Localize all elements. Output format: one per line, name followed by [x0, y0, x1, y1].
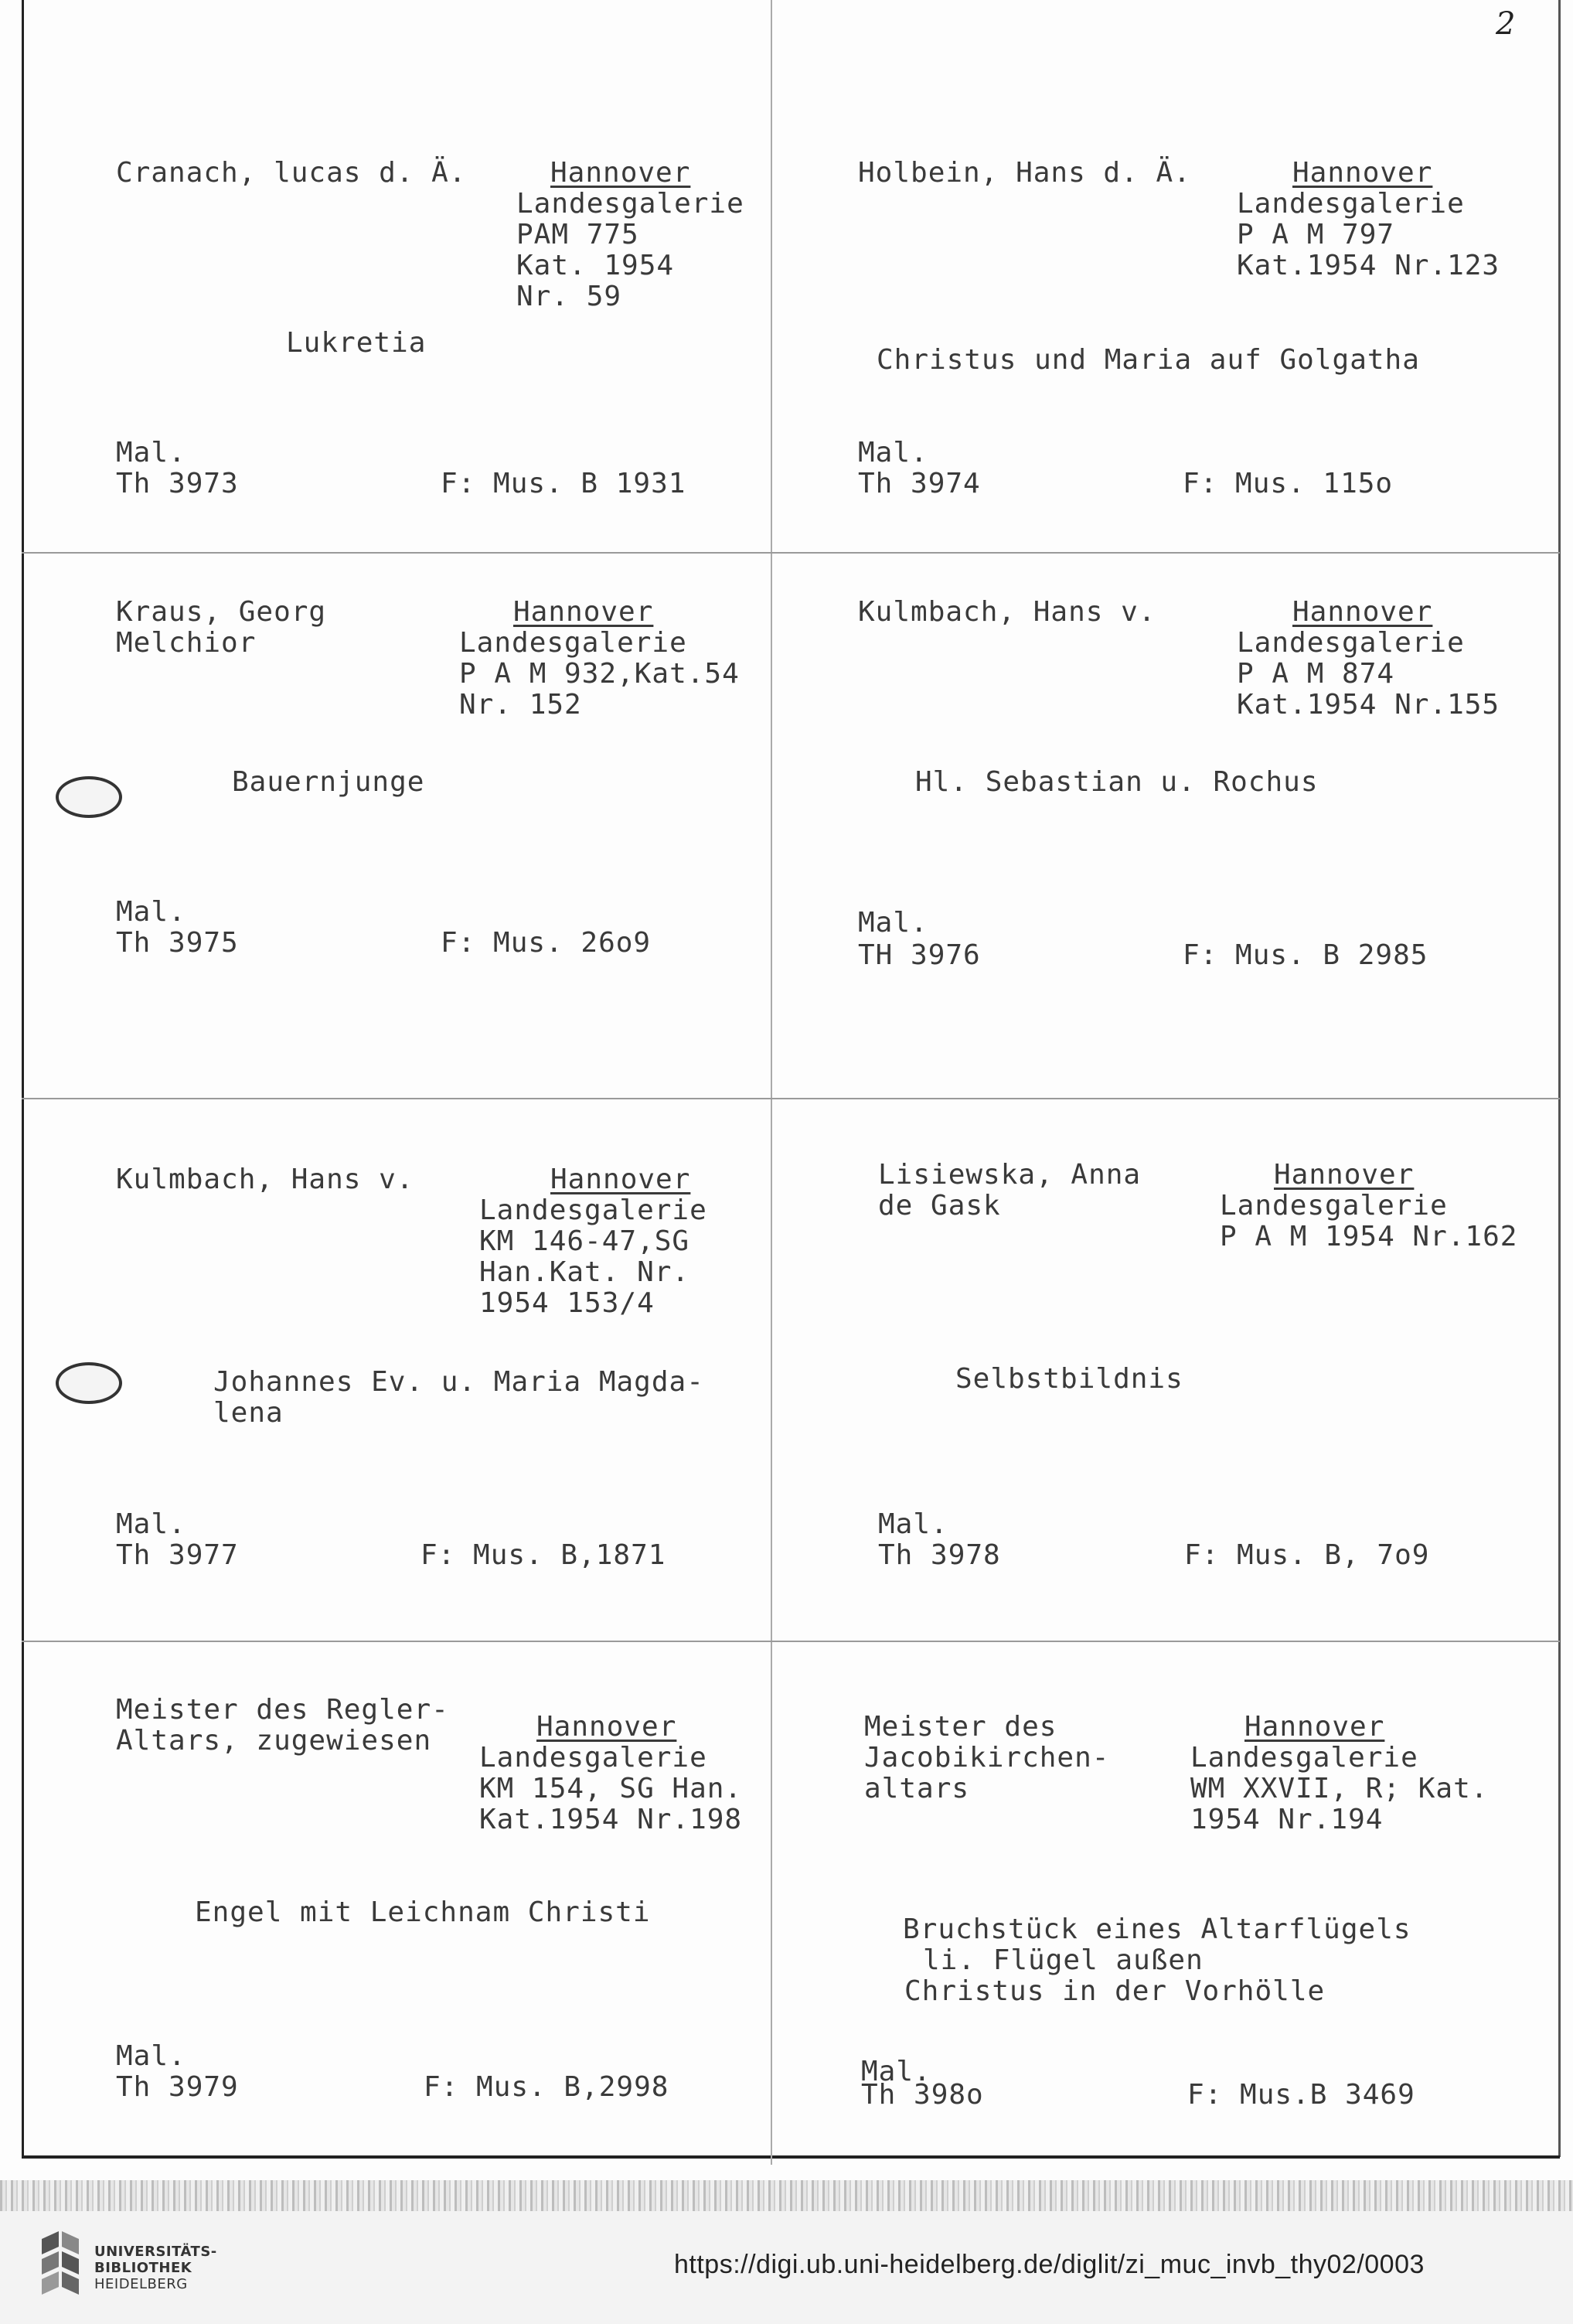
- library-name-line: HEIDELBERG: [94, 2276, 188, 2292]
- card-frame-right: [1558, 0, 1561, 2157]
- card-category: Mal.: [116, 2040, 186, 2072]
- card-location: Hannover: [1274, 1159, 1415, 1191]
- card-detail: KM 146-47,SG: [479, 1225, 690, 1257]
- card-category: Mal.: [878, 1508, 948, 1540]
- card-artist: Jacobikirchen-: [864, 1742, 1110, 1774]
- card-detail: P A M 874: [1237, 658, 1395, 690]
- viewer-footer: [0, 2211, 1573, 2324]
- card-photo-ref: F: Mus. 26o9: [441, 927, 652, 959]
- card-location: Hannover: [550, 1164, 691, 1195]
- card-inventory: TH 3976: [858, 939, 981, 971]
- card-artist: Holbein, Hans d. Ä.: [858, 157, 1191, 189]
- library-name-line: BIBLIOTHEK: [94, 2260, 192, 2276]
- card-title: lena: [213, 1397, 284, 1429]
- card-photo-ref: F: Mus. B 2985: [1183, 939, 1428, 971]
- row-divider: [22, 552, 1560, 554]
- card-inventory: Th 3977: [116, 1539, 239, 1571]
- card-inventory: Th 3974: [858, 468, 981, 499]
- card-photo-ref: F: Mus. 115o: [1183, 468, 1394, 499]
- punch-hole: [56, 1362, 122, 1404]
- card-category: Mal.: [116, 1508, 186, 1540]
- card-artist: Kraus, Georg: [116, 596, 327, 628]
- column-divider: [771, 0, 772, 2165]
- card-detail: Kat. 1954: [516, 250, 675, 281]
- card-detail: Kat.1954 Nr.123: [1237, 250, 1500, 281]
- card-detail: Kat.1954 Nr.155: [1237, 689, 1500, 721]
- card-title: Bruchstück eines Altarflügels: [903, 1913, 1411, 1945]
- card-detail: KM 154, SG Han.: [479, 1773, 743, 1804]
- card-title: Christus und Maria auf Golgatha: [877, 344, 1420, 376]
- row-divider: [22, 1098, 1560, 1099]
- card-frame-bottom: [22, 2155, 1560, 2159]
- card-inventory: Th 3973: [116, 468, 239, 499]
- card-photo-ref: F: Mus. B,1871: [420, 1539, 666, 1571]
- card-category: Mal.: [858, 437, 928, 469]
- card-title: Engel mit Leichnam Christi: [195, 1896, 651, 1928]
- card-title: Hl. Sebastian u. Rochus: [915, 766, 1319, 798]
- card-detail: 1954 153/4: [479, 1287, 655, 1319]
- card-detail: PAM 775: [516, 219, 639, 250]
- card-photo-ref: F: Mus. B 1931: [441, 468, 686, 499]
- card-artist: Melchior: [116, 627, 257, 659]
- card-inventory: Th 3978: [878, 1539, 1001, 1571]
- library-name-line: UNIVERSITÄTS-: [94, 2244, 217, 2260]
- card-artist: de Gask: [878, 1190, 1001, 1222]
- card-detail: Nr. 59: [516, 281, 622, 312]
- card-title: Bauernjunge: [232, 766, 425, 798]
- card-detail: P A M 1954 Nr.162: [1220, 1221, 1518, 1252]
- card-inventory: Th 3979: [116, 2071, 239, 2103]
- card-detail: Landesgalerie: [459, 627, 687, 659]
- card-detail: Landesgalerie: [1237, 627, 1465, 659]
- card-frame-left: [22, 0, 24, 2157]
- card-photo-ref: F: Mus.B 3469: [1187, 2079, 1415, 2111]
- card-detail: Landesgalerie: [479, 1742, 707, 1774]
- card-category: Mal.: [858, 907, 928, 939]
- card-category: Mal.: [116, 896, 186, 928]
- card-title: li. Flügel außen: [923, 1944, 1204, 1976]
- card-artist: Altars, zugewiesen: [116, 1725, 432, 1757]
- card-title: Selbstbildnis: [955, 1363, 1183, 1395]
- page-number: 2: [1496, 6, 1516, 42]
- card-inventory: Th 398o: [861, 2079, 984, 2111]
- card-title: Lukretia: [286, 327, 427, 359]
- card-inventory: Th 3975: [116, 927, 239, 959]
- card-detail: 1954 Nr.194: [1190, 1804, 1384, 1835]
- card-location: Hannover: [1292, 157, 1433, 189]
- card-photo-ref: F: Mus. B,2998: [424, 2071, 669, 2103]
- card-location: Hannover: [536, 1711, 677, 1743]
- card-artist: Meister des: [864, 1711, 1057, 1743]
- card-location: Hannover: [1292, 596, 1433, 628]
- card-artist: Kulmbach, Hans v.: [858, 596, 1156, 628]
- card-detail: Kat.1954 Nr.198: [479, 1804, 743, 1835]
- card-detail: WM XXVII, R; Kat.: [1190, 1773, 1489, 1804]
- card-detail: Landesgalerie: [1190, 1742, 1418, 1774]
- card-title: Johannes Ev. u. Maria Magda-: [213, 1366, 704, 1398]
- card-title: Christus in der Vorhölle: [904, 1975, 1326, 2007]
- card-location: Hannover: [513, 596, 654, 628]
- card-category: Mal.: [116, 437, 186, 469]
- card-detail: Landesgalerie: [1237, 188, 1465, 220]
- card-artist: altars: [864, 1773, 970, 1804]
- library-name: [94, 2244, 217, 2292]
- card-category: Mal.: [861, 2056, 931, 2087]
- card-detail: Landesgalerie: [516, 188, 744, 220]
- card-artist: Meister des Regler-: [116, 1694, 449, 1726]
- card-location: Hannover: [1244, 1711, 1385, 1743]
- card-artist: Cranach, lucas d. Ä.: [116, 157, 467, 189]
- scanner-edge-strip: [0, 2180, 1573, 2211]
- punch-hole: [56, 776, 122, 818]
- library-logo-icon: [37, 2230, 83, 2301]
- card-artist: Lisiewska, Anna: [878, 1159, 1142, 1191]
- card-detail: Nr. 152: [459, 689, 582, 721]
- card-detail: P A M 797: [1237, 219, 1395, 250]
- card-detail: Landesgalerie: [1220, 1190, 1448, 1222]
- card-detail: P A M 932,Kat.54: [459, 658, 740, 690]
- card-photo-ref: F: Mus. B, 7o9: [1184, 1539, 1430, 1571]
- card-artist: Kulmbach, Hans v.: [116, 1164, 414, 1195]
- row-divider: [22, 1641, 1560, 1642]
- permalink-url[interactable]: https://digi.ub.uni-heidelberg.de/diglit/zi_muc_invb_thy02/0003: [674, 2250, 1425, 2279]
- card-location: Hannover: [550, 157, 691, 189]
- card-detail: Han.Kat. Nr.: [479, 1256, 690, 1288]
- card-detail: Landesgalerie: [479, 1194, 707, 1226]
